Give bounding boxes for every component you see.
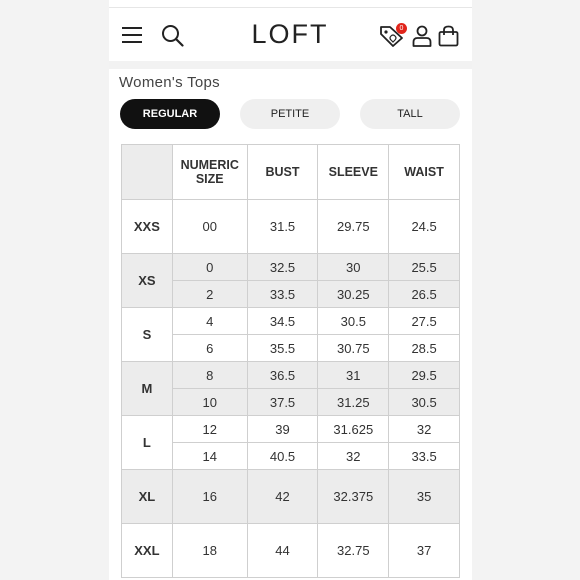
loft-logo[interactable]: LOFT [251,19,329,49]
table-row [122,335,460,362]
sleeve-cell: 32.375 [318,470,389,524]
menu-icon[interactable] [122,26,142,44]
sleeve-cell: 29.75 [318,200,389,254]
tab-tall[interactable]: TALL [360,99,460,129]
bust-cell: 39 [247,416,318,443]
numeric-size-cell: 8 [172,362,247,389]
numeric-size-cell: 18 [172,524,247,578]
waist-cell: 32 [389,416,460,443]
table-row [122,416,460,443]
bag-icon[interactable] [438,25,459,47]
size-label: L [122,416,173,470]
bust-cell: 40.5 [247,443,318,470]
waist-cell: 27.5 [389,308,460,335]
waist-cell: 35 [389,470,460,524]
table-row [122,389,460,416]
sleeve-cell: 31 [318,362,389,389]
table-row [122,308,460,335]
bust-cell: 42 [247,470,318,524]
sleeve-cell: 30.5 [318,308,389,335]
table-row [122,362,460,389]
sleeve-cell: 30.25 [318,281,389,308]
header-numeric-size: NUMERIC SIZE [172,145,247,200]
bust-cell: 37.5 [247,389,318,416]
header-bust: BUST [247,145,318,200]
cart-badge: 0 [396,23,407,34]
numeric-size-cell: 6 [172,335,247,362]
sleeve-cell: 30.75 [318,335,389,362]
size-label: XS [122,254,173,308]
sleeve-cell: 31.25 [318,389,389,416]
table-row [122,443,460,470]
sleeve-cell: 32 [318,443,389,470]
table-row [122,200,460,254]
search-icon[interactable] [161,24,184,47]
numeric-size-cell: 10 [172,389,247,416]
waist-cell: 24.5 [389,200,460,254]
bust-cell: 34.5 [247,308,318,335]
waist-cell: 33.5 [389,443,460,470]
header-waist: WAIST [389,145,460,200]
table-row [122,524,460,578]
size-label: XL [122,470,173,524]
user-icon[interactable] [412,25,432,47]
header-sleeve: SLEEVE [318,145,389,200]
bust-cell: 44 [247,524,318,578]
table-row [122,470,460,524]
sleeve-cell: 32.75 [318,524,389,578]
size-label: S [122,308,173,362]
table-row [122,281,460,308]
waist-cell: 26.5 [389,281,460,308]
numeric-size-cell: 12 [172,416,247,443]
size-label: XXS [122,200,173,254]
waist-cell: 30.5 [389,389,460,416]
waist-cell: 37 [389,524,460,578]
size-label: XXL [122,524,173,578]
numeric-size-cell: 4 [172,308,247,335]
table-header-row [122,145,460,200]
mobile-page [109,0,472,580]
size-chart-table [121,144,460,578]
bust-cell: 32.5 [247,254,318,281]
tab-regular[interactable]: REGULAR [120,99,220,129]
table-row [122,254,460,281]
bust-cell: 35.5 [247,335,318,362]
numeric-size-cell: 16 [172,470,247,524]
size-label: M [122,362,173,416]
numeric-size-cell: 14 [172,443,247,470]
section-title: Women's Tops [119,74,220,91]
waist-cell: 29.5 [389,362,460,389]
bust-cell: 31.5 [247,200,318,254]
sleeve-cell: 30 [318,254,389,281]
header-blank-cell [122,145,173,200]
sleeve-cell: 31.625 [318,416,389,443]
waist-cell: 25.5 [389,254,460,281]
tab-petite[interactable]: PETITE [240,99,340,129]
numeric-size-cell: 00 [172,200,247,254]
numeric-size-cell: 2 [172,281,247,308]
bust-cell: 36.5 [247,362,318,389]
header-divider [109,61,472,69]
waist-cell: 28.5 [389,335,460,362]
bust-cell: 33.5 [247,281,318,308]
numeric-size-cell: 0 [172,254,247,281]
